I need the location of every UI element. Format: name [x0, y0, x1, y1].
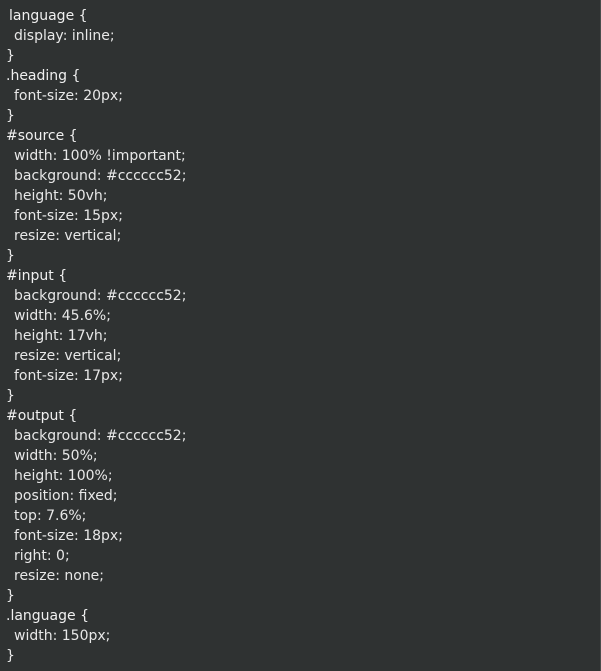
code-line: font-size: 20px;	[14, 88, 123, 104]
code-line: }	[6, 108, 15, 124]
code-line: }	[6, 48, 15, 64]
code-line: top: 7.6%;	[14, 508, 87, 524]
code-line: right: 0;	[14, 548, 70, 564]
code-line: width: 150px;	[14, 628, 111, 644]
code-line: }	[6, 648, 15, 664]
code-line: height: 17vh;	[14, 328, 108, 344]
code-line: }	[6, 388, 15, 404]
code-line: .heading {	[6, 68, 81, 84]
code-line: display: inline;	[14, 28, 115, 44]
code-line: #output {	[6, 408, 78, 424]
code-line: font-size: 15px;	[14, 208, 123, 224]
code-line: resize: vertical;	[14, 228, 122, 244]
code-line: width: 50%;	[14, 448, 98, 464]
code-line: background: #cccccc52;	[14, 428, 187, 444]
code-line: height: 50vh;	[14, 188, 108, 204]
code-line: #input {	[6, 268, 68, 284]
code-line: .language {	[6, 608, 89, 624]
code-line: resize: vertical;	[14, 348, 122, 364]
code-line: font-size: 18px;	[14, 528, 123, 544]
code-line: width: 100% !important;	[14, 148, 186, 164]
code-line: }	[6, 588, 15, 604]
code-line: language {	[9, 8, 88, 24]
code-line: font-size: 17px;	[14, 368, 123, 384]
code-line: }	[6, 248, 15, 264]
code-line: #source {	[6, 128, 78, 144]
code-line: background: #cccccc52;	[14, 168, 187, 184]
code-line: resize: none;	[14, 568, 105, 584]
code-line: background: #cccccc52;	[14, 288, 187, 304]
code-line: position: fixed;	[14, 488, 118, 504]
code-line: width: 45.6%;	[14, 308, 111, 324]
code-line: height: 100%;	[14, 468, 113, 484]
